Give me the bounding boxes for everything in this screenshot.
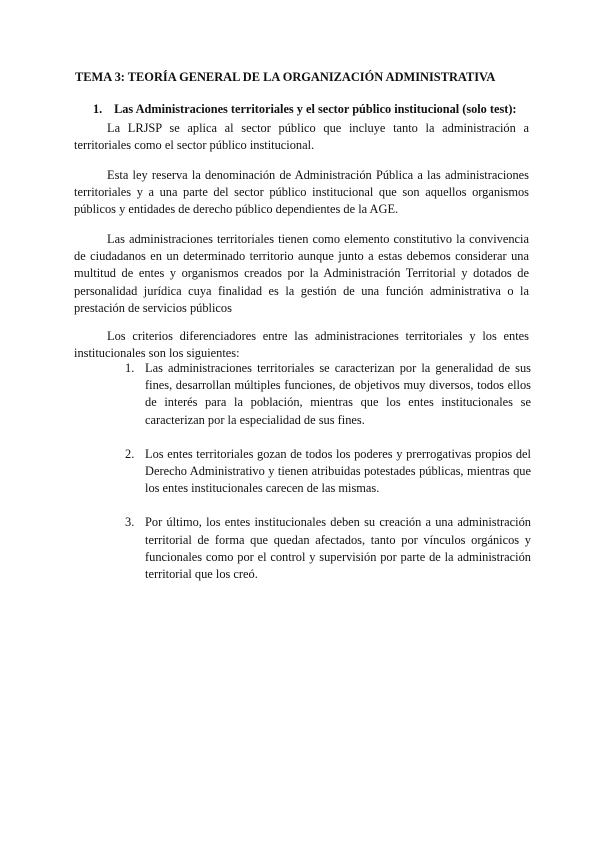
paragraph-text: Esta ley reserva la denominación de Administración Pública a las administraciones territoriales y a una parte del sector público institucional que son aquellos organismos públicos y entidades de derecho público dependientes de la AGE. [74, 168, 529, 217]
list-item [121, 446, 531, 498]
list-item [121, 360, 531, 429]
list-item-number: 1. [125, 361, 135, 375]
paragraph-text: Las administraciones territoriales tienen como elemento constitutivo la convivencia de ciudadanos en un determinado territorio aunque junto a estas debemos considerar una multitud de entes y organismos creados por la Administración Territorial y dotados de personalidad jurídica cuya finalidad es la gestión de una función administrativa o la prestación de servicios públicos [74, 232, 529, 315]
paragraph-denominacion [74, 167, 529, 219]
list-item [121, 514, 531, 583]
section-heading [93, 102, 543, 117]
list-item-number: 2. [125, 446, 135, 461]
paragraph-criterios [74, 328, 529, 362]
section-number: 1. [93, 102, 103, 116]
list-item-number: 3. [125, 515, 135, 530]
paragraph-text: La LRJSP se aplica al sector público que incluye tanto la administración a territoriales como el sector público institucional. [74, 121, 529, 153]
paragraph-text: Los criterios diferenciadores entre las administraciones territoriales y los entes institucionales son los siguientes: [74, 329, 529, 361]
criteria-list [121, 360, 531, 583]
paragraph-lrjsp [74, 120, 529, 154]
list-item-text: Los entes territoriales gozan de todos los poderes y prerrogativas propios del Derecho Administrativo y tienen atribuidas potestades públicas, mientras que los entes institucionales carecen de las mismas. [145, 446, 531, 496]
document-title: TEMA 3: TEORÍA GENERAL DE LA ORGANIZACIÓN ADMINISTRATIVA [75, 70, 496, 84]
list-item-text: Por último, los entes institucionales deben su creación a una administración territorial de forma que quedan afectados, tanto por vínculos orgánicos y funcionales como por el control y supervisión por parte de la administración territorial que los creó. [145, 515, 531, 582]
list-item-text: Las administraciones territoriales se caracterizan por la generalidad de sus fines, desarrollan múltiples funciones, de objetivos muy diversos, todos ellos de interés para la población, mientras que los entes institucionales se caracterizan por la especialidad de sus fines. [145, 361, 531, 427]
section-heading-text: Las Administraciones territoriales y el sector público institucional (solo test): [114, 102, 517, 116]
paragraph-territoriales [74, 231, 529, 317]
